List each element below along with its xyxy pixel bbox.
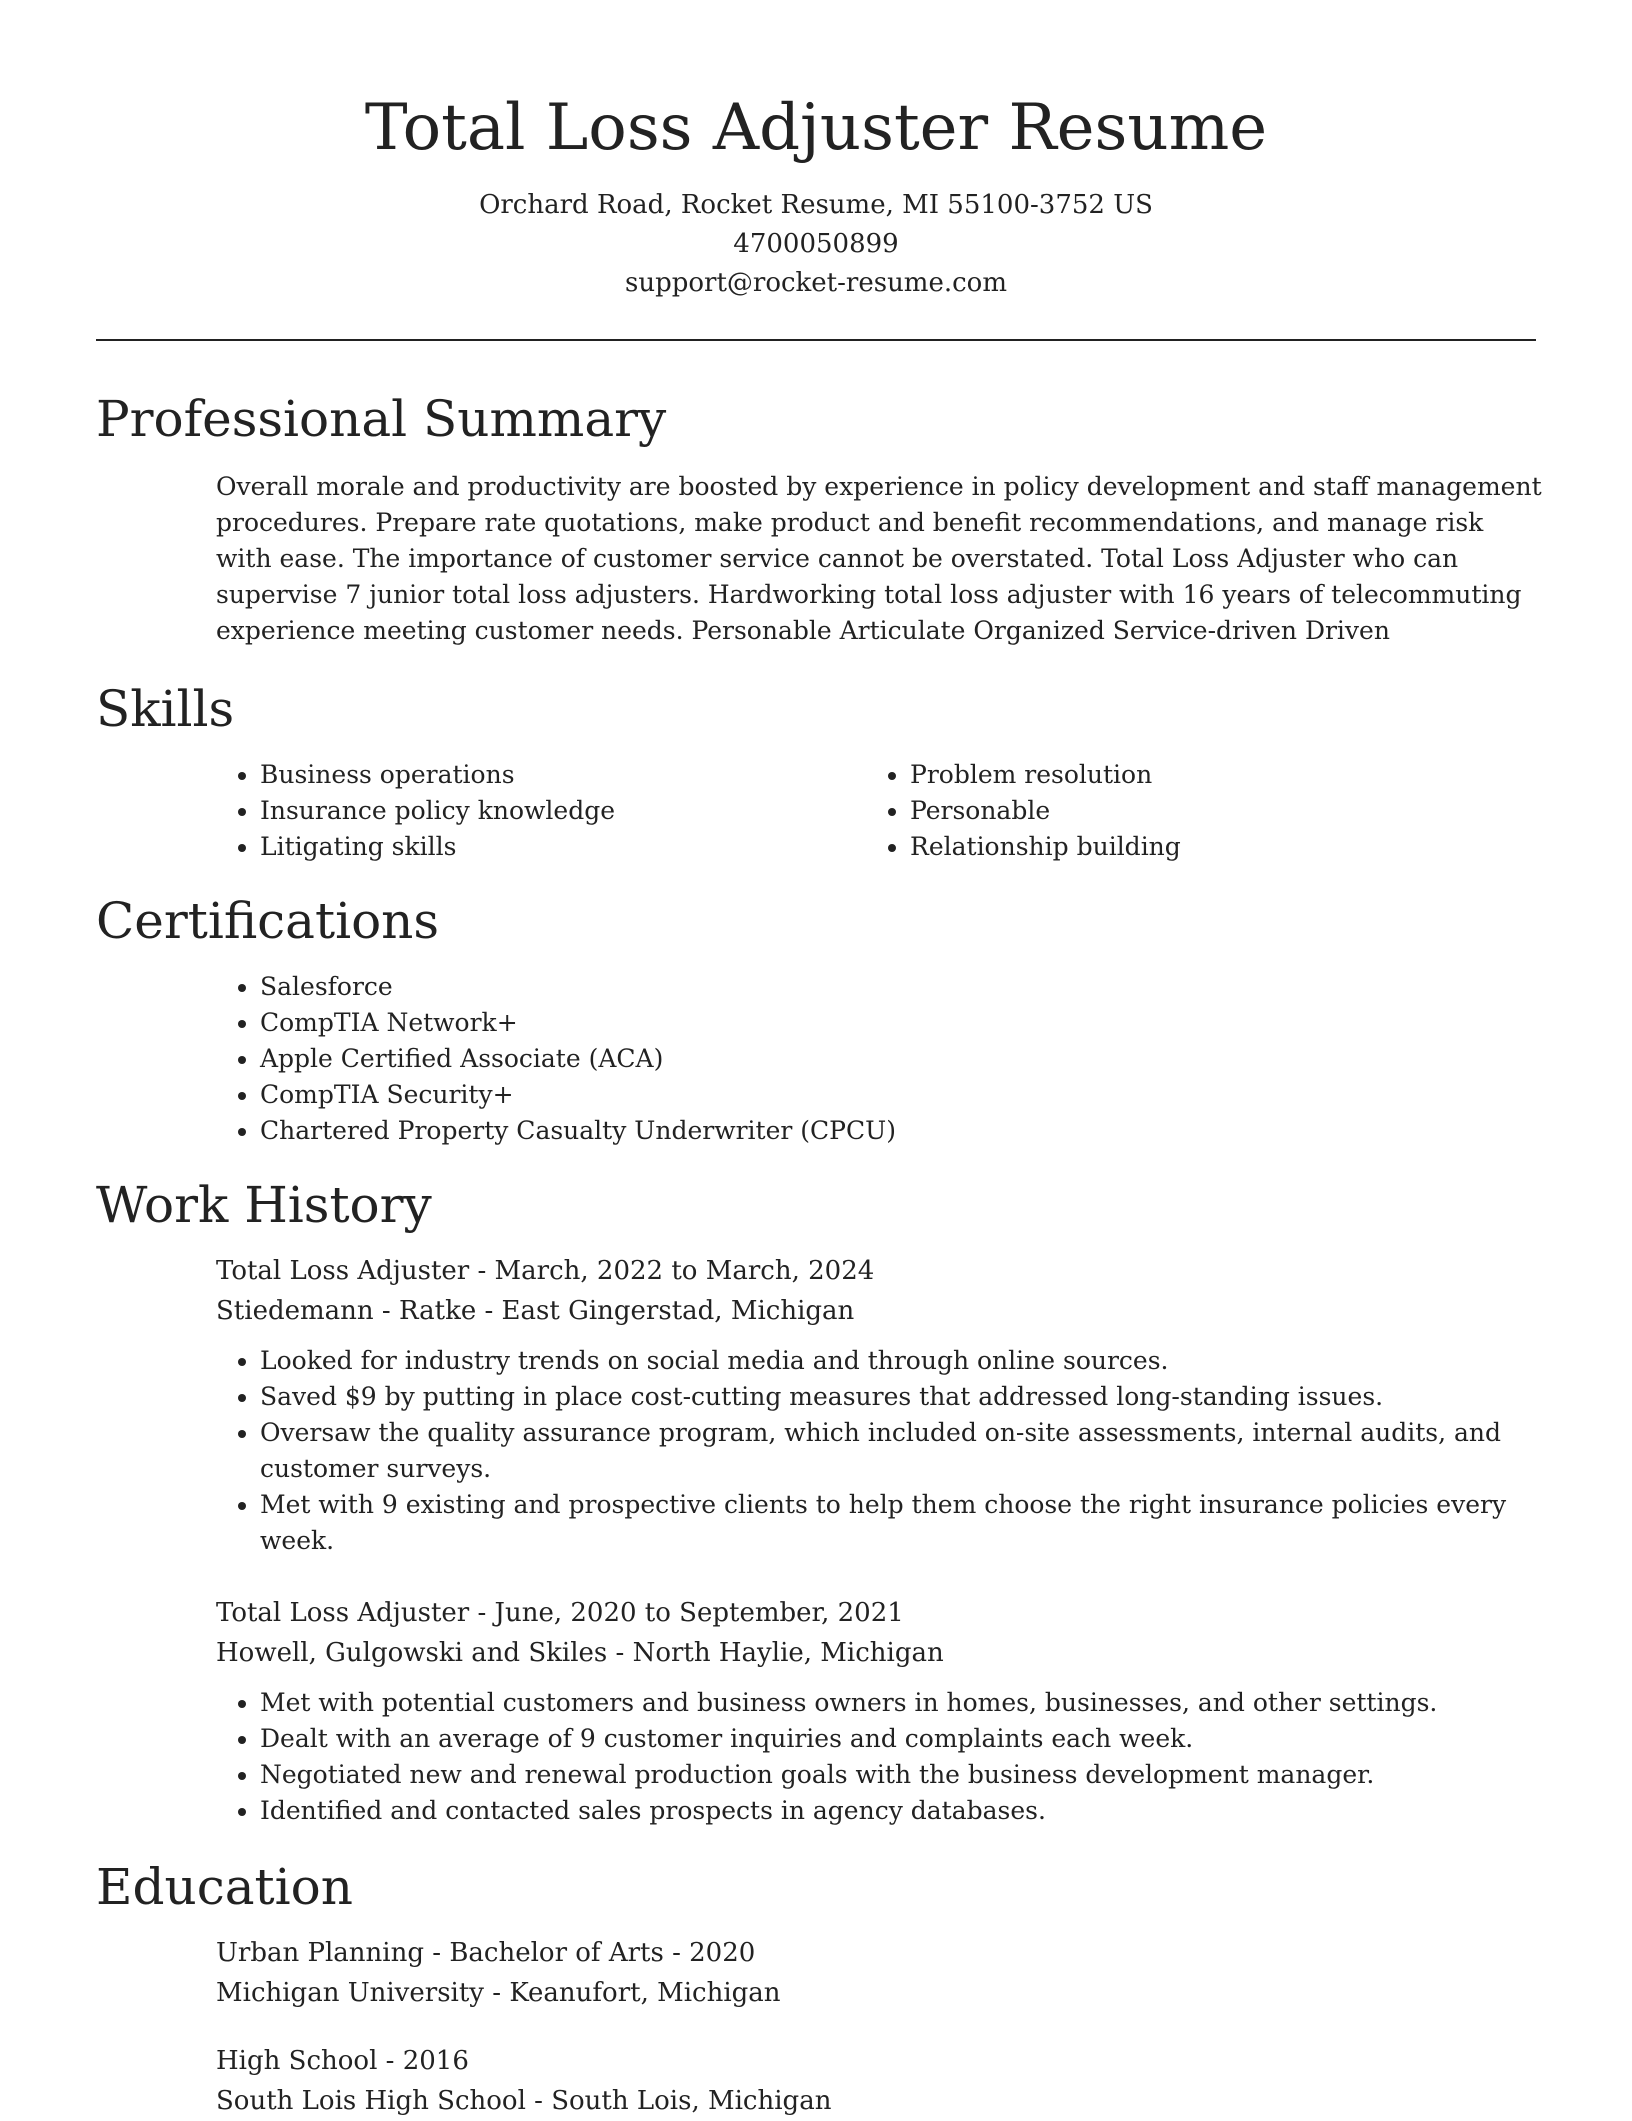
certification-item: • CompTIA Security+ (260, 1077, 1536, 1113)
education-year: - 2020 (663, 1938, 756, 1968)
skill-item: • Problem resolution (910, 757, 1516, 793)
resume-title: Total Loss Adjuster Resume (364, 91, 1268, 165)
certification-item: • Chartered Property Casualty Underwriter (CPCU) (260, 1113, 1536, 1149)
certification-item: • Apple Certified Associate (ACA) (260, 1041, 1536, 1077)
job-title-line (216, 1593, 1536, 1633)
certifications-list-wrapper (216, 969, 1536, 1149)
job-bullets (216, 1685, 1536, 1829)
skill-item: • Litigating skills (260, 829, 866, 865)
summary-section (96, 387, 1542, 649)
skill-item: • Insurance policy knowledge (260, 793, 866, 829)
job-company-line (216, 1291, 1536, 1331)
education-location: - South Lois, Michigan (525, 2086, 832, 2116)
job-dates: - June, 2020 to September, 2021 (469, 1598, 904, 1628)
certifications-section (96, 889, 1536, 1149)
contact-email: support@rocket-resume.com (624, 268, 1007, 298)
resume-header (96, 0, 1536, 303)
education-school-line (216, 2081, 1536, 2121)
job-entry (216, 1251, 1536, 1559)
contact-info (96, 186, 1536, 303)
job-company: Stiedemann - Ratke (216, 1296, 477, 1326)
summary-text: Overall morale and productivity are boosted by experience in policy development and staff management procedures. Prepare rate quotations, make product and benefit recommendations, and manage risk with ease. The importance of customer service cannot be overstated. Total Loss Adjuster who can supervise 7 junior total loss adjusters. Hardworking total loss adjuster with 16 years of telecommuting experience meeting customer needs. Personable Articulate Organized Service-driven Driven (216, 472, 1542, 645)
job-company-line (216, 1633, 1536, 1673)
job-bullet: • Looked for industry trends on social media and through online sources. (260, 1343, 1536, 1379)
job-title: Total Loss Adjuster (216, 1598, 470, 1628)
job-bullet: • Met with potential customers and business owners in homes, businesses, and other settings. (260, 1685, 1536, 1721)
job-bullet: • Saved $9 by putting in place cost-cutting measures that addressed long-standing issues. (260, 1379, 1536, 1415)
job-title: Total Loss Adjuster (216, 1256, 470, 1286)
education-degree: Urban Planning - Bachelor of Arts (216, 1938, 664, 1968)
job-bullet: • Dealt with an average of 9 customer inquiries and complaints each week. (260, 1721, 1536, 1757)
skills-list-left (216, 757, 866, 865)
header-divider (96, 339, 1536, 341)
job-bullet: • Identified and contacted sales prospects in agency databases. (260, 1793, 1536, 1829)
job-company: Howell, Gulgowski and Skiles (216, 1638, 608, 1668)
job-location: - North Haylie, Michigan (607, 1638, 944, 1668)
skill-item: • Business operations (260, 757, 866, 793)
work-history-section (96, 1173, 1536, 1829)
education-school-line (216, 1973, 1536, 2013)
job-dates: - March, 2022 to March, 2024 (469, 1256, 875, 1286)
education-degree-line (216, 1933, 1536, 1973)
education-school: South Lois High School (216, 2086, 526, 2116)
education-location: - Keanufort, Michigan (484, 1978, 781, 2008)
job-bullets-wrapper (216, 1343, 1536, 1559)
job-bullets-wrapper (216, 1685, 1536, 1829)
education-degree: High School (216, 2046, 378, 2076)
resume-page (96, 0, 1542, 2121)
job-entry (216, 1593, 1536, 1829)
education-entry (216, 2041, 1536, 2121)
education-school: Michigan University (216, 1978, 484, 2008)
skills-heading: Skills (96, 680, 235, 738)
certifications-heading: Certifications (96, 892, 440, 950)
education-entry (216, 1933, 1536, 2013)
contact-address: Orchard Road, Rocket Resume, MI 55100-3752 US (479, 190, 1153, 220)
skills-column-right (866, 757, 1516, 865)
education-section (96, 1855, 1536, 2121)
certifications-list (216, 969, 1536, 1149)
job-location: - East Gingerstad, Michigan (476, 1296, 855, 1326)
education-heading: Education (96, 1858, 353, 1916)
skills-section (96, 677, 1536, 865)
job-bullet: • Met with 9 existing and prospective clients to help them choose the right insurance policies every week. (260, 1487, 1536, 1559)
job-title-line (216, 1251, 1536, 1291)
education-year: - 2016 (377, 2046, 469, 2076)
certification-item: • CompTIA Network+ (260, 1005, 1536, 1041)
education-degree-line (216, 2041, 1536, 2081)
certification-item: • Salesforce (260, 969, 1536, 1005)
skills-grid (216, 757, 1536, 865)
job-bullet: • Oversaw the quality assurance program, which included on-site assessments, internal audits, and customer surveys. (260, 1415, 1536, 1487)
skill-item: • Relationship building (910, 829, 1516, 865)
summary-heading: Professional Summary (96, 390, 667, 448)
job-bullets (216, 1343, 1536, 1559)
job-bullet: • Negotiated new and renewal production goals with the business development manager. (260, 1757, 1536, 1793)
skill-item: • Personable (910, 793, 1516, 829)
skills-column-left (216, 757, 866, 865)
contact-phone: 4700050899 (733, 229, 899, 259)
work-history-heading: Work History (96, 1176, 432, 1234)
skills-list-right (866, 757, 1516, 865)
